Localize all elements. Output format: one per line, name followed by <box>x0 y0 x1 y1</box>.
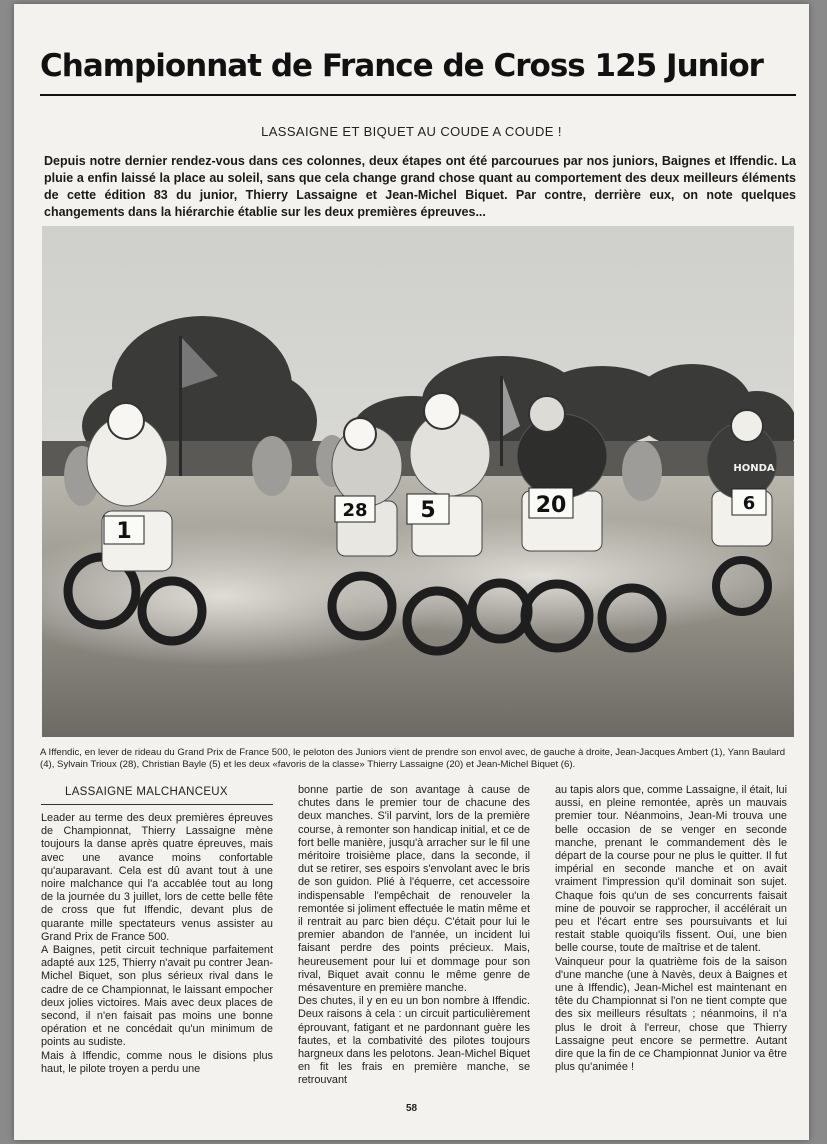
paragraph: bonne partie de son avantage à cause de chutes dans le premier tour de chacune des deux manches. S'il parvint, lors de la première course, à remonter son handicap initial, et ce de fort belle manière, jusqu'à arracher sur le fil une méritoire troisième place, dans la seconde, il dut se retirer, ses espoirs s'envolant avec le bris de son guidon. Plié à l'équerre, cet accessoire indispensable l'empêchait de renouveler la remontée si joliment effectuée le matin même et il rentrait au parc bien déçu. C'était pour lui le premier abandon de l'année, un incident lui faisant perdre des points précieux. Mais, heureusement pour lui et dommage pour son rival, Biquet avait connu le même genre de mésaventure en première manche. <box>298 784 530 995</box>
section-heading: LASSAIGNE MALCHANCEUX <box>65 786 228 798</box>
article-subtitle: LASSAIGNE ET BIQUET AU COUDE A COUDE ! <box>261 124 562 139</box>
section-heading-rule <box>41 804 273 805</box>
race-photo <box>42 226 794 737</box>
plate-number-6: 6 <box>742 493 756 514</box>
paragraph: Leader au terme des deux premières épreuves de Championnat, Thierry Lassaigne mène toujours la danse après quatre épreuves, mais avec une avance moins confortable qu'auparavant. Cela est dû avant tout à une noire malchance qui l'a accablée tout au long de la journée du 3 juillet, lors de cette belle fête de cross que fut Iffendic, devant plus de quarante mille spectateurs venus assister au Grand Prix de France 500. <box>41 812 273 943</box>
jersey-brand-text: HONDA <box>733 463 775 474</box>
paragraph: Des chutes, il y en eu un bon nombre à Iffendic. Deux raisons à cela : un circuit particulièrement éprouvant, fatigant et ne pardonnant guère les fautes, et la combativité des pilotes toujours hargneux dans les pelotons. Jean-Michel Biquet en fit les frais en première manche, se retrouvant <box>298 995 530 1087</box>
text-column-3 <box>555 784 787 1074</box>
article-intro: Depuis notre dernier rendez-vous dans ces colonnes, deux étapes ont été parcourues par nos juniors, Baignes et Iffendic. La pluie a enfin laissé la place au soleil, sans que cela change grand chose quant au comportement des deux meilleurs éléments de cette édition 83 du junior, Thierry Lassaigne et Jean-Michel Biquet. Par contre, derrière eux, on note quelques changements dans la hiérarchie établie sur les deux premières épreuves... <box>44 154 796 219</box>
magazine-page <box>14 4 809 1140</box>
page-number: 58 <box>405 1103 418 1114</box>
article-title: Championnat de France de Cross 125 Junior <box>40 48 763 84</box>
photo-caption: A Iffendic, en lever de rideau du Grand Prix de France 500, le peloton des Juniors vient de prendre son envol avec, de gauche à droite, Jean-Jacques Ambert (1), Yann Baulard (4), Sylvain Trioux (28), Christian Bayle (5) et les deux «favoris de la classe» Thierry Lassaigne (20) et Jean-Michel Biquet (6). <box>40 747 786 770</box>
plate-number-5: 5 <box>420 498 436 523</box>
text-column-1 <box>41 812 273 1076</box>
text-column-2 <box>298 784 530 1088</box>
plate-number-28: 28 <box>342 500 368 521</box>
paragraph: Vainqueur pour la quatrième fois de la saison d'une manche (une à Navès, deux à Baignes et une à Iffendic), Jean-Michel est maintenant en tête du Championnat si l'on ne tient compte que des six meilleurs résultats ; néanmoins, il n'a plus le droit à l'erreur, chose que Thierry Lassaigne peut encore se permettre. Autant dire que la fin de ce Championnat Junior va être plus qu'animée ! <box>555 955 787 1074</box>
paragraph: A Baignes, petit circuit technique parfaitement adapté aux 125, Thierry n'avait pu contrer Jean-Michel Biquet, son plus sérieux rival dans le cadre de ce Championnat, le laissant empocher deux jolies victoires. Mais avec deux places de second, il n'en faisait pas moins une bonne opération et ne concédait qu'un minimum de points au sudiste. <box>41 944 273 1049</box>
paragraph: Mais à Iffendic, comme nous le disions plus haut, le pilote troyen a perdu une <box>41 1049 273 1075</box>
title-underline <box>40 94 796 96</box>
plate-number-20: 20 <box>535 493 567 518</box>
plate-number-1: 1 <box>116 519 132 544</box>
paragraph: au tapis alors que, comme Lassaigne, il était, lui aussi, en pleine remontée, après un mauvais premier tour. Néanmoins, Jean-Mi trouva une belle occasion de se venger en seconde manche, prenant le commandement dès le départ de la course pour ne plus le quitter. Il fut impérial en seconde manche et on avait vraiment l'impression qu'il dominait son sujet. Chaque fois qu'un de ses concurrents faisait mine de pouvoir se rapprocher, il accélérait un peu et l'écart entre ses poursuivants et lui restait stable quoiqu'ils fissent. Oui, une bien belle course, toute de maîtrise et de talent. <box>555 784 787 955</box>
